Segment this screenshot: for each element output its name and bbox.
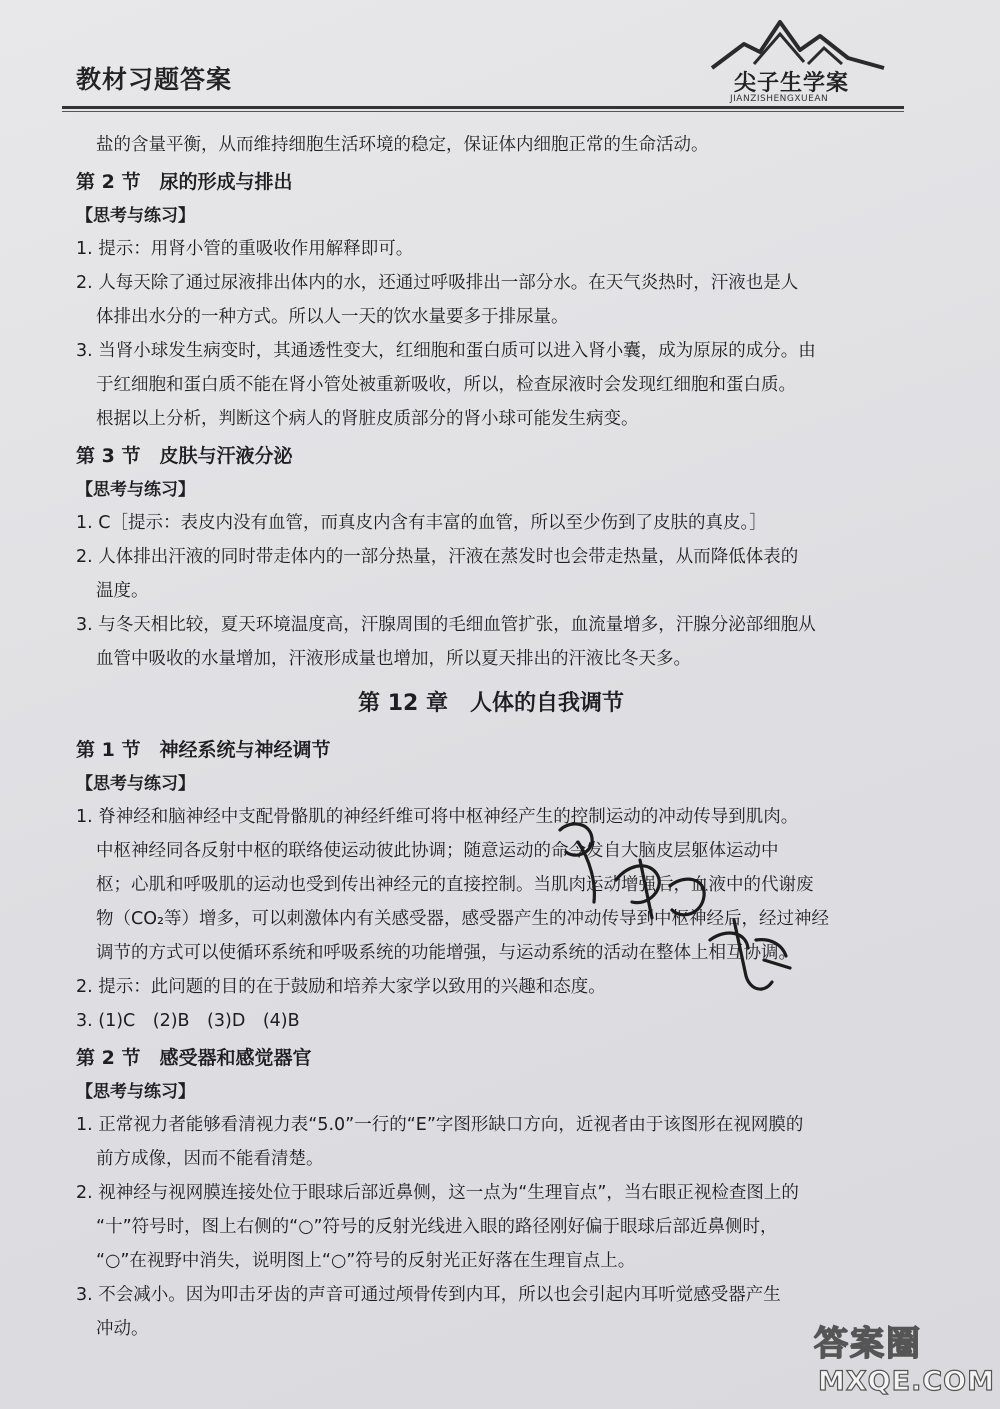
answer-item <box>76 334 906 436</box>
answer-line: 温度。 <box>96 581 149 601</box>
answer-line: 3. (1)C (2)B (3)D (4)B <box>76 1011 300 1031</box>
exercise-label: 【思考与练习】 <box>76 206 195 226</box>
watermark-url: MXQE.COM <box>818 1366 995 1397</box>
answer-line: “十”符号时，图上右侧的“○”符号的反射光线进入眼的路径刚好偏于眼球后部近鼻侧时， <box>96 1217 778 1237</box>
answer-line: 枢；心肌和呼吸肌的运动也受到传出神经元的直接控制。当肌肉运动增强后，血液中的代谢废 <box>96 875 814 895</box>
answer-line: 3. 与冬天相比较，夏天环境温度高，汗腺周围的毛细血管扩张，血流量增多，汗腺分泌部细胞从 <box>76 615 816 635</box>
answer-line: 2. 视神经与视网膜连接处位于眼球后部近鼻侧，这一点为“生理盲点”，当右眼正视检查图上的 <box>76 1183 799 1203</box>
site-watermark <box>780 1316 995 1404</box>
section-title: 第 3 节 皮肤与汗液分泌 <box>76 445 293 467</box>
watermark-main: 答案圈 <box>814 1324 922 1364</box>
header-rule-thin <box>62 111 904 112</box>
answer-item <box>76 266 906 334</box>
answer-line: “○”在视野中消失，说明图上“○”符号的反射光正好落在生理盲点上。 <box>96 1251 636 1271</box>
answer-line: 2. 人体排出汗液的同时带走体内的一部分热量，汗液在蒸发时也会带走热量，从而降低体表的 <box>76 547 799 567</box>
exercise-label: 【思考与练习】 <box>76 1082 195 1102</box>
answer-line: 3. 当肾小球发生病变时，其通透性变大，红细胞和蛋白质可以进入肾小囊，成为原尿的成分。由 <box>76 341 816 361</box>
answer-line: 前方成像，因而不能看清楚。 <box>96 1149 324 1169</box>
section-title: 第 2 节 尿的形成与排出 <box>76 171 293 193</box>
answer-line: 调节的方式可以使循环系统和呼吸系统的功能增强，与运动系统的活动在整体上相互协调。 <box>96 943 796 963</box>
section-title: 第 2 节 感受器和感觉器官 <box>76 1047 312 1069</box>
handwritten-signature-icon <box>520 790 820 1030</box>
answer-line: 于红细胞和蛋白质不能在肾小管处被重新吸收，所以，检查尿液时会发现红细胞和蛋白质。 <box>96 375 796 395</box>
page-content <box>76 128 906 1346</box>
answer-line: 2. 提示：此问题的目的在于鼓励和培养大家学以致用的兴趣和态度。 <box>76 977 606 997</box>
intro-line: 盐的含量平衡，从而维持细胞生活环境的稳定，保证体内细胞正常的生命活动。 <box>96 135 709 155</box>
answer-line: 1. C［提示：表皮内没有血管，而真皮内含有丰富的血管，所以至少伤到了皮肤的真皮。］ <box>76 513 767 533</box>
answer-line: 1. 脊神经和脑神经中支配骨骼肌的神经纤维可将中枢神经产生的控制运动的冲动传导到肌肉。 <box>76 807 799 827</box>
chapter-title: 第 12 章 人体的自我调节 <box>358 691 624 716</box>
header-title: 教材习题答案 <box>76 65 233 94</box>
logo-pinyin: JIANZISHENGXUEAN <box>730 94 829 104</box>
brand-logo <box>700 14 895 106</box>
logo-text: 尖子生学案 <box>734 71 850 96</box>
answer-line: 体排出水分的一种方式。所以人一天的饮水量要多于排尿量。 <box>96 307 569 327</box>
answer-item <box>76 1108 906 1176</box>
answer-item <box>76 232 906 266</box>
answer-line: 冲动。 <box>96 1319 149 1339</box>
answer-item <box>76 608 906 676</box>
answer-line: 3. 不会减小。因为叩击牙齿的声音可通过颅骨传到内耳，所以也会引起内耳听觉感受器产生 <box>76 1285 781 1305</box>
answer-line: 物（CO₂等）增多，可以刺激体内有关感受器，感受器产生的冲动传导到中枢神经后，经过神经 <box>96 909 830 929</box>
answer-line: 根据以上分析，判断这个病人的肾脏皮质部分的肾小球可能发生病变。 <box>96 409 639 429</box>
answer-line: 中枢神经同各反射中枢的联络使运动彼此协调；随意运动的命令发自大脑皮层躯体运动中 <box>96 841 779 861</box>
exercise-label: 【思考与练习】 <box>76 774 195 794</box>
header-rule <box>62 106 904 109</box>
answer-line: 2. 人每天除了通过尿液排出体内的水，还通过呼吸排出一部分水。在天气炎热时，汗液也是人 <box>76 273 799 293</box>
answer-item <box>76 1176 906 1278</box>
section-title: 第 1 节 神经系统与神经调节 <box>76 739 331 761</box>
exercise-label: 【思考与练习】 <box>76 480 195 500</box>
answer-line: 血管中吸收的水量增加，汗液形成量也增加，所以夏天排出的汗液比冬天多。 <box>96 649 691 669</box>
answer-line: 1. 正常视力者能够看清视力表“5.0”一行的“E”字图形缺口方向，近视者由于该图形在视网膜的 <box>76 1115 804 1135</box>
answer-line: 1. 提示：用肾小管的重吸收作用解释即可。 <box>76 239 414 259</box>
answer-item <box>76 506 906 540</box>
mountain-logo-icon <box>708 14 888 74</box>
answer-item <box>76 540 906 608</box>
